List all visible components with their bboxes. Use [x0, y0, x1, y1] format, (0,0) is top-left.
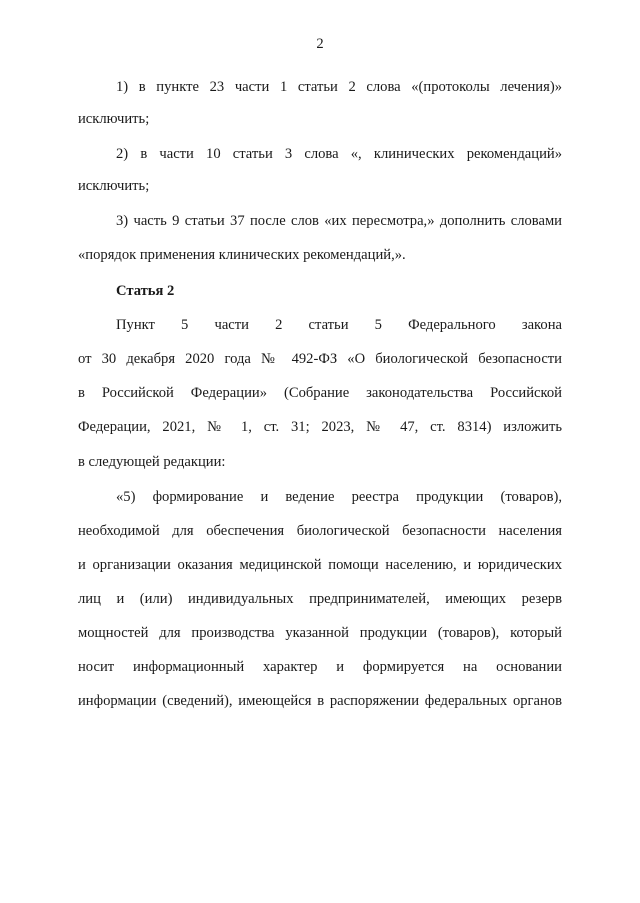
text-line: 2) в части 10 статьи 3 слова «, клинических рекомендаций» — [116, 146, 562, 162]
text-line: лиц и (или) индивидуальных предпринимателей, имеющих резерв — [78, 591, 562, 607]
text-line: 3) часть 9 статьи 37 после слов «их пересмотра,» дополнить словами — [116, 213, 562, 229]
text-line: мощностей для производства указанной продукции (товаров), который — [78, 625, 562, 641]
text-line: от 30 декабря 2020 года № 492-ФЗ «О биологической безопасности — [78, 351, 562, 367]
text-line: Федерации, 2021, № 1, ст. 31; 2023, № 47, ст. 8314) изложить — [78, 419, 562, 435]
text-line: Пункт 5 части 2 статьи 5 Федерального закона — [116, 317, 562, 333]
text-line: «порядок применения клинических рекомендаций,». — [78, 247, 406, 263]
text-line: и организации оказания медицинской помощи населению, и юридических — [78, 557, 562, 573]
page-number: 2 — [316, 36, 324, 52]
text-line: «5) формирование и ведение реестра продукции (товаров), — [116, 489, 562, 505]
text-line: исключить; — [78, 111, 150, 127]
text-line: необходимой для обеспечения биологической безопасности населения — [78, 523, 562, 539]
text-line: информации (сведений), имеющейся в распоряжении федеральных органов — [78, 693, 562, 709]
text-line: в Российской Федерации» (Собрание законодательства Российской — [78, 385, 562, 401]
article-heading: Статья 2 — [116, 283, 175, 299]
text-line: 1) в пункте 23 части 1 статьи 2 слова «(протоколы лечения)» — [116, 79, 562, 95]
text-line: исключить; — [78, 178, 150, 194]
text-line: носит информационный характер и формируется на основании — [78, 659, 562, 675]
text-line: в следующей редакции: — [78, 454, 226, 470]
